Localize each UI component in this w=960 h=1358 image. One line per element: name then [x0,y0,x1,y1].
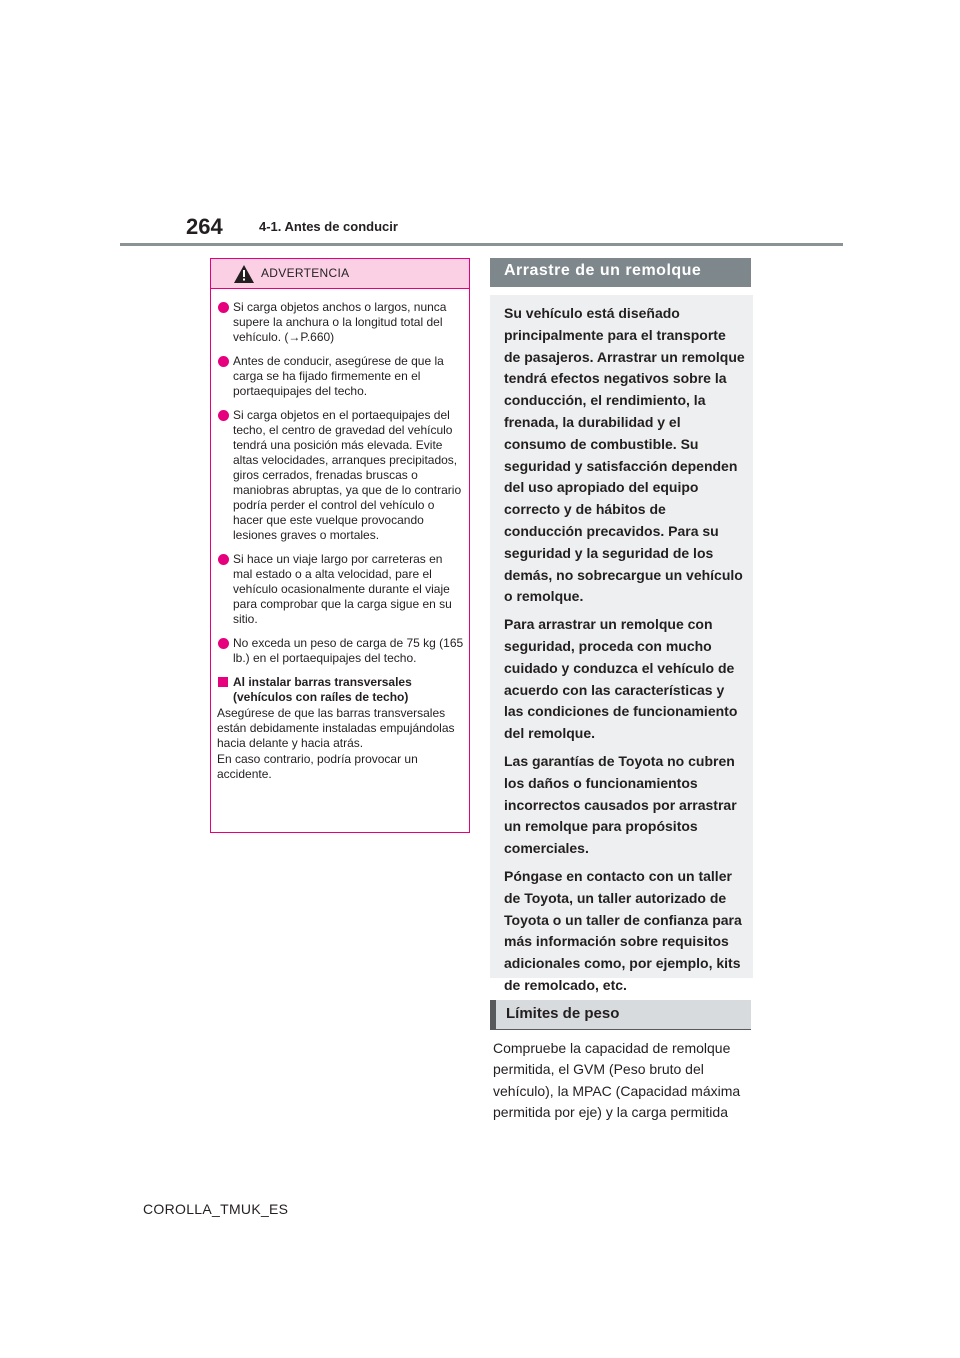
warning-body [211,289,469,782]
bullet-dot-icon [218,638,229,649]
warning-item-text: No exceda un peso de carga de 75 kg (165 lb.) en el portaequipajes del techo. [233,636,464,665]
weight-heading-bar [490,1000,751,1030]
towing-heading-bar [490,258,751,287]
warning-paragraph: En caso contrario, podría provocar un accidente. [217,752,418,781]
warning-item-text: Si carga objetos en el portaequipajes del techo, el centro de gravedad del vehículo tendrá una posición más elevada. Evite altas velocidades, arranques precipitados, giros cerrados, frenadas bruscas o maniobras abruptas, ya que de lo contrario podría perder el control del vehículo o hacer que este vuelque provocando lesiones graves o mortales. [233,408,462,542]
bullet-dot-icon [218,302,229,313]
warning-paragraph: Asegúrese de que las barras transversales están debidamente instaladas empujándolas hacia delante y hacia atrás. [217,706,455,750]
weight-heading: Límites de peso [506,1005,620,1022]
warning-title: ADVERTENCIA [261,266,350,280]
warning-subheading-text: Al instalar barras transversales (vehículos con raíles de techo) [233,675,412,704]
warning-item-text: Si hace un viaje largo por carreteras en mal estado o a alta velocidad, pare el vehículo ocasionalmente durante el viaje para comprobar que la carga sigue en su sitio. [233,552,452,626]
warning-box [210,258,470,833]
bullet-dot-icon [218,554,229,565]
towing-info-box [490,295,753,993]
footer-code: COROLLA_TMUK_ES [143,1201,289,1217]
page-number: 264 [186,214,223,239]
bullet-dot-icon [218,356,229,367]
warning-item [217,636,464,666]
towing-paragraph: Para arrastrar un remolque con seguridad, proceda con mucho cuidado y conduzca el vehículo de acuerdo con las características y las condiciones de funcionamiento del remolque. [504,616,738,742]
square-bullet-icon [218,677,228,687]
warning-triangle-icon [234,265,254,283]
bullet-dot-icon [218,410,229,421]
warning-subheading [217,675,464,705]
header-divider [120,243,843,246]
towing-paragraph: Las garantías de Toyota no cubren los daños o funcionamientos incorrectos causados por arrastrar un remolque para propósitos comerciales. [504,752,737,857]
warning-item [217,354,464,399]
towing-paragraph: Póngase en contacto con un taller de Toyota, un taller autorizado de Toyota o un taller de confianza para más información sobre requisitos adicionales como, por ejemplo, kits de remolcado, etc. [504,867,742,993]
weight-text: Compruebe la capacidad de remolque permitida, el GVM (Peso bruto del vehículo), la MPAC (Capacidad máxima permitida por eje) y la carga permitida [493,1040,741,1120]
towing-paragraph: Su vehículo está diseñado principalmente para el transporte de pasajeros. Arrastrar un remolque tendrá efectos negativos sobre la conducción, el rendimiento, la frenada, la durabilidad y el consumo de combustible. Su seguridad y satisfacción dependen del uso apropiado del equipo correcto y de hábitos de conducción precavidos. Para su seguridad y la seguridad de los demás, no sobrecargue un vehículo o remolque. [504,305,745,605]
warning-header [211,259,469,289]
towing-heading: Arrastre de un remolque [504,262,702,279]
warning-item [217,300,464,345]
warning-item-text: Si carga objetos anchos o largos, nunca supere la anchura o la longitud total del vehículo. (→P.660) [233,300,447,344]
warning-item-text: Antes de conducir, asegúrese de que la carga se ha fijado firmemente en el portaequipajes del techo. [233,354,444,398]
warning-item [217,552,464,627]
warning-item [217,408,464,543]
section-title: 4-1. Antes de conducir [259,219,398,234]
